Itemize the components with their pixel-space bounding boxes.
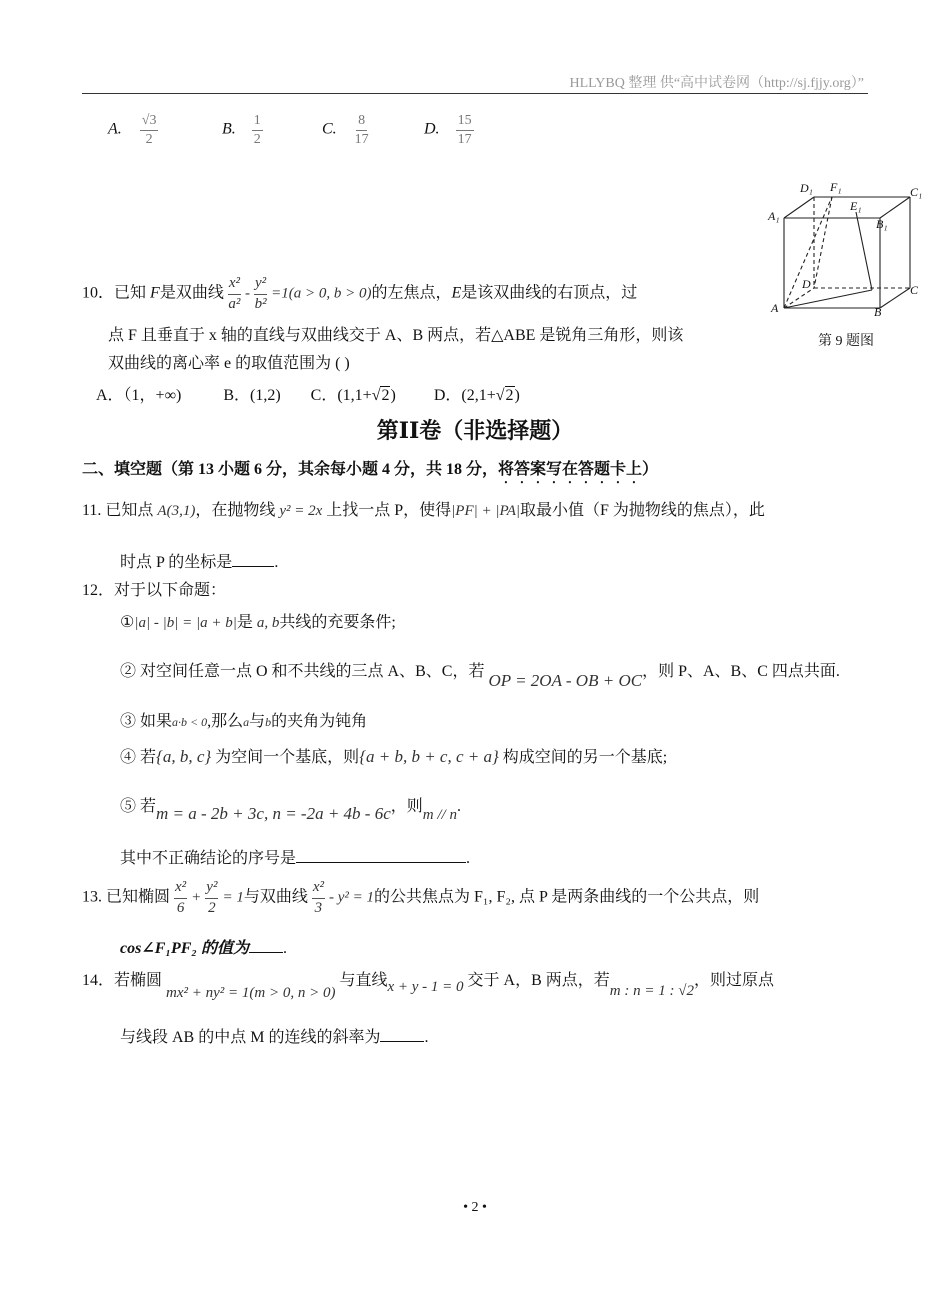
q12-item-4: ④ 若{a, b, c} 为空间一个基底，则{a + b, b + c, c + a} 构成空间的另一个基底; bbox=[120, 747, 668, 766]
q13-line1: 13. 已知椭圆 $\frac{\text{x²}}{6}$ + $\frac{\text{y²}}{2}$ = 1与双曲线 $\frac{\text{x²}}{3}$ - y² = 1的公共焦点为 F₁, F₂, 点 P 是两条曲线的一个公共点，则 bbox=[82, 878, 759, 918]
answer-blank bbox=[296, 862, 466, 863]
option-fraction: $\frac{√3}{2}$ bbox=[141, 113, 157, 147]
q10-line2: 点 F 且垂直于 x 轴的直线与双曲线交于 A、B 两点，若△ABE 是锐角三角形，则该 bbox=[108, 327, 684, 344]
q11-line2: 时点 P 的坐标是 . bbox=[120, 554, 279, 571]
label-F1: F₁ bbox=[830, 180, 842, 194]
q12-item-3: ③ 如果a·b < 0,那么a与b的夹角为钝角 bbox=[120, 713, 368, 730]
q12-item-5: ⑤ 若m = a - 2b + 3c, n = -2a + 4b - 6c，则m // n. bbox=[120, 798, 461, 823]
q13-line2: cos∠F₁PF₂ 的值为 . bbox=[120, 940, 288, 957]
label-D: D bbox=[802, 277, 811, 291]
section2-heading: 二、填空题（第 13 小题 6 分，其余每小题 4 分，共 18 分，将答案写在答题卡上） bbox=[82, 461, 659, 478]
option-fraction: $\frac{1}{2}$ bbox=[253, 113, 261, 147]
q12-item-2: ② 对空间任意一点 O 和不共线的三点 A、B、C，若 OP = 2OA - OB + OC，则 P、A、B、C 四点共面. bbox=[120, 663, 840, 690]
q10-option-c: C．(1,1+√2) bbox=[310, 387, 396, 404]
figure-caption: 第 9 题图 bbox=[818, 334, 874, 349]
hyperbola-term-x: $\frac{\text{x²}}{3}$ bbox=[312, 879, 324, 916]
option-label: C. bbox=[322, 120, 337, 138]
q9-option-d bbox=[424, 112, 474, 148]
q10-option-b: B．(1,2) bbox=[223, 387, 281, 404]
part2-title: 第II卷（非选择题） bbox=[376, 418, 574, 444]
ellipse-term-x: $\frac{\text{x²}}{6}$ bbox=[175, 879, 187, 916]
answer-blank bbox=[380, 1041, 424, 1042]
option-fraction: $\frac{8}{17}$ bbox=[354, 113, 369, 147]
label-D1: D₁ bbox=[800, 181, 813, 195]
q12-intro: 12．对于以下命题： bbox=[82, 582, 227, 599]
label-B1: B₁ bbox=[876, 217, 888, 231]
label-C: C bbox=[910, 283, 919, 297]
q10-line1: 10．已知 F是双曲线 $\frac{\text{x²}}{\text{a²}}$ - $\frac{\text{y²}}{\text{b²}}$ =1(a > 0, b > 0)的左焦点，E是该双曲线的右顶点，过 bbox=[82, 274, 637, 314]
q14-line2: 与线段 AB 的中点 M 的连线的斜率为 . bbox=[120, 1029, 429, 1046]
hyperbola-term-y: $\frac{\text{y²}}{\text{b²}}$ bbox=[254, 275, 267, 312]
answer-blank bbox=[232, 566, 274, 567]
emphasized-instruction: 将答案写在答题卡上 bbox=[498, 461, 643, 478]
q9-option-b bbox=[222, 112, 263, 148]
answer-blank bbox=[249, 952, 283, 953]
option-label: D. bbox=[424, 120, 440, 138]
label-C1: C₁ bbox=[910, 185, 923, 199]
page-number: • 2 • bbox=[463, 1200, 487, 1215]
page-header: HLLYBQ 整理 供“高中试卷网（http://sj.fjjy.org）” bbox=[569, 76, 864, 91]
q10-option-d: D．(2,1+√2) bbox=[433, 387, 520, 404]
q10-option-a: A．（1，+∞) bbox=[96, 387, 182, 404]
q10-options bbox=[96, 382, 520, 405]
q10-line3: 双曲线的离心率 e 的取值范围为 ( ) bbox=[108, 355, 350, 372]
q11-line1: 11. 已知点 A(3,1)，在抛物线 y² = 2x 上找一点 P，使得|PF| + |PA|取最小值（F 为抛物线的焦点），此 bbox=[82, 502, 765, 519]
option-fraction: $\frac{15}{17}$ bbox=[457, 113, 472, 147]
q9-option-c bbox=[322, 112, 371, 148]
option-label: B. bbox=[222, 120, 236, 138]
q14-line1: 14．若椭圆 mx² + ny² = 1(m > 0, n > 0) 与直线x + y - 1 = 0 交于 A，B 两点，若m : n = 1 : √2，则过原点 bbox=[82, 972, 774, 1001]
label-A1: A₁ bbox=[768, 209, 780, 223]
header-rule bbox=[82, 93, 868, 94]
label-B: B bbox=[874, 305, 882, 319]
option-label: A. bbox=[108, 120, 122, 138]
cube-figure bbox=[764, 180, 934, 320]
hyperbola-term-x: $\frac{\text{x²}}{\text{a²}}$ bbox=[228, 275, 241, 312]
label-E1: E₁ bbox=[850, 199, 862, 213]
q12-conclusion: 其中不正确结论的序号是 . bbox=[120, 850, 471, 867]
q9-option-a bbox=[108, 112, 158, 148]
label-A: A bbox=[771, 301, 779, 315]
q12-item-1: ①|a| - |b| = |a + b|是 a, b共线的充要条件; bbox=[120, 614, 396, 631]
ellipse-term-y: $\frac{\text{y²}}{2}$ bbox=[206, 879, 218, 916]
